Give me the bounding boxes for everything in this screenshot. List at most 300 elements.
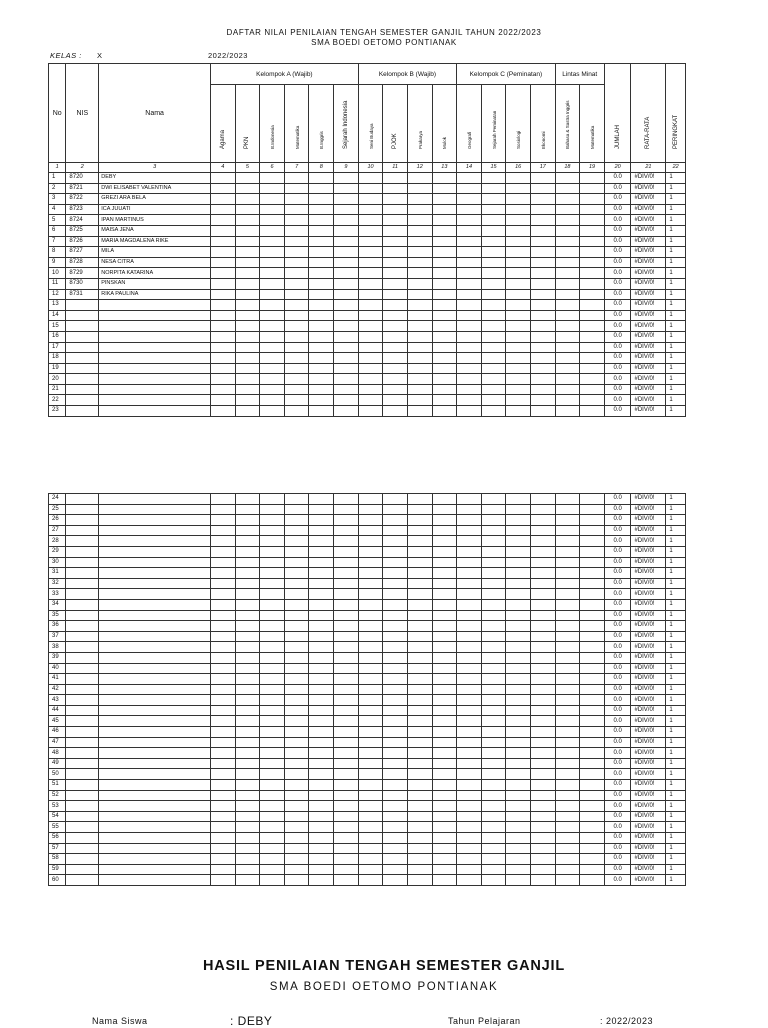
grade-cell[interactable] [506, 811, 531, 822]
grade-cell[interactable] [481, 684, 506, 695]
grade-cell[interactable] [334, 204, 359, 215]
grade-cell[interactable] [211, 374, 236, 385]
grade-cell[interactable] [260, 374, 285, 385]
grade-cell[interactable] [383, 599, 408, 610]
grade-cell[interactable] [407, 374, 432, 385]
grade-cell[interactable] [260, 183, 285, 194]
grade-cell[interactable] [358, 663, 383, 674]
grade-cell[interactable] [358, 875, 383, 886]
grade-cell[interactable] [235, 705, 260, 716]
grade-cell[interactable] [407, 578, 432, 589]
grade-cell[interactable] [358, 631, 383, 642]
grade-cell[interactable] [284, 353, 309, 364]
grade-cell[interactable] [235, 875, 260, 886]
grade-cell[interactable] [235, 790, 260, 801]
grade-cell[interactable] [580, 536, 605, 547]
grade-cell[interactable] [407, 536, 432, 547]
grade-cell[interactable] [383, 621, 408, 632]
grade-cell[interactable] [457, 494, 482, 505]
grade-cell[interactable] [235, 300, 260, 311]
grade-cell[interactable] [506, 546, 531, 557]
grade-cell[interactable] [284, 546, 309, 557]
grade-cell[interactable] [555, 225, 580, 236]
grade-cell[interactable] [260, 822, 285, 833]
grade-cell[interactable] [358, 737, 383, 748]
grade-cell[interactable] [358, 536, 383, 547]
grade-cell[interactable] [481, 631, 506, 642]
grade-cell[interactable] [530, 833, 555, 844]
grade-cell[interactable] [358, 652, 383, 663]
grade-cell[interactable] [383, 578, 408, 589]
grade-cell[interactable] [309, 822, 334, 833]
grade-cell[interactable] [432, 353, 457, 364]
grade-cell[interactable] [481, 504, 506, 515]
grade-cell[interactable] [260, 705, 285, 716]
grade-cell[interactable] [530, 321, 555, 332]
grade-cell[interactable] [457, 833, 482, 844]
grade-cell[interactable] [530, 705, 555, 716]
grade-cell[interactable] [358, 384, 383, 395]
grade-cell[interactable] [506, 353, 531, 364]
grade-cell[interactable] [358, 257, 383, 268]
grade-cell[interactable] [580, 589, 605, 600]
grade-cell[interactable] [457, 568, 482, 579]
grade-cell[interactable] [284, 854, 309, 865]
grade-cell[interactable] [481, 374, 506, 385]
grade-cell[interactable] [260, 406, 285, 417]
grade-cell[interactable] [580, 758, 605, 769]
grade-cell[interactable] [457, 769, 482, 780]
grade-cell[interactable] [383, 278, 408, 289]
grade-cell[interactable] [407, 300, 432, 311]
grade-cell[interactable] [260, 395, 285, 406]
grade-cell[interactable] [506, 769, 531, 780]
grade-cell[interactable] [481, 536, 506, 547]
grade-cell[interactable] [457, 780, 482, 791]
grade-cell[interactable] [358, 780, 383, 791]
grade-cell[interactable] [506, 515, 531, 526]
grade-cell[interactable] [506, 406, 531, 417]
grade-cell[interactable] [383, 737, 408, 748]
grade-cell[interactable] [383, 631, 408, 642]
grade-cell[interactable] [457, 321, 482, 332]
grade-cell[interactable] [555, 652, 580, 663]
grade-cell[interactable] [407, 748, 432, 759]
grade-cell[interactable] [481, 737, 506, 748]
grade-cell[interactable] [530, 278, 555, 289]
grade-cell[interactable] [284, 737, 309, 748]
grade-cell[interactable] [358, 268, 383, 279]
grade-cell[interactable] [407, 268, 432, 279]
grade-cell[interactable] [481, 727, 506, 738]
grade-cell[interactable] [481, 589, 506, 600]
grade-cell[interactable] [555, 737, 580, 748]
grade-cell[interactable] [334, 225, 359, 236]
grade-cell[interactable] [334, 363, 359, 374]
grade-cell[interactable] [211, 875, 236, 886]
grade-cell[interactable] [235, 833, 260, 844]
grade-cell[interactable] [284, 705, 309, 716]
grade-cell[interactable] [580, 811, 605, 822]
grade-cell[interactable] [309, 247, 334, 258]
grade-cell[interactable] [457, 737, 482, 748]
grade-cell[interactable] [580, 289, 605, 300]
grade-cell[interactable] [580, 875, 605, 886]
grade-cell[interactable] [432, 183, 457, 194]
grade-cell[interactable] [580, 557, 605, 568]
grade-cell[interactable] [358, 578, 383, 589]
grade-cell[interactable] [334, 578, 359, 589]
grade-cell[interactable] [358, 525, 383, 536]
grade-cell[interactable] [555, 854, 580, 865]
grade-cell[interactable] [506, 631, 531, 642]
grade-cell[interactable] [580, 621, 605, 632]
grade-cell[interactable] [260, 684, 285, 695]
grade-cell[interactable] [334, 568, 359, 579]
grade-cell[interactable] [555, 695, 580, 706]
grade-cell[interactable] [432, 822, 457, 833]
grade-cell[interactable] [211, 321, 236, 332]
grade-cell[interactable] [334, 300, 359, 311]
grade-cell[interactable] [506, 310, 531, 321]
grade-cell[interactable] [407, 801, 432, 812]
grade-cell[interactable] [334, 737, 359, 748]
grade-cell[interactable] [260, 599, 285, 610]
grade-cell[interactable] [506, 225, 531, 236]
grade-cell[interactable] [383, 589, 408, 600]
grade-cell[interactable] [211, 525, 236, 536]
grade-cell[interactable] [407, 363, 432, 374]
grade-cell[interactable] [580, 173, 605, 184]
grade-cell[interactable] [580, 631, 605, 642]
grade-cell[interactable] [383, 695, 408, 706]
grade-cell[interactable] [334, 621, 359, 632]
grade-cell[interactable] [555, 727, 580, 738]
grade-cell[interactable] [481, 257, 506, 268]
grade-cell[interactable] [334, 342, 359, 353]
grade-cell[interactable] [457, 599, 482, 610]
grade-cell[interactable] [432, 875, 457, 886]
grade-cell[interactable] [530, 247, 555, 258]
grade-cell[interactable] [211, 236, 236, 247]
grade-cell[interactable] [260, 268, 285, 279]
grade-cell[interactable] [457, 257, 482, 268]
grade-cell[interactable] [481, 183, 506, 194]
grade-cell[interactable] [235, 215, 260, 226]
grade-cell[interactable] [358, 300, 383, 311]
grade-cell[interactable] [235, 353, 260, 364]
grade-cell[interactable] [481, 674, 506, 685]
grade-cell[interactable] [383, 515, 408, 526]
grade-cell[interactable] [260, 278, 285, 289]
grade-cell[interactable] [530, 780, 555, 791]
grade-cell[interactable] [358, 353, 383, 364]
grade-cell[interactable] [506, 363, 531, 374]
grade-cell[interactable] [457, 748, 482, 759]
grade-cell[interactable] [383, 331, 408, 342]
grade-cell[interactable] [260, 758, 285, 769]
grade-cell[interactable] [235, 515, 260, 526]
grade-cell[interactable] [383, 684, 408, 695]
grade-cell[interactable] [506, 236, 531, 247]
grade-cell[interactable] [580, 363, 605, 374]
grade-cell[interactable] [457, 801, 482, 812]
grade-cell[interactable] [506, 663, 531, 674]
grade-cell[interactable] [211, 247, 236, 258]
grade-cell[interactable] [432, 536, 457, 547]
grade-cell[interactable] [309, 278, 334, 289]
grade-cell[interactable] [580, 384, 605, 395]
grade-cell[interactable] [481, 578, 506, 589]
grade-cell[interactable] [580, 705, 605, 716]
grade-cell[interactable] [555, 758, 580, 769]
grade-cell[interactable] [506, 716, 531, 727]
grade-cell[interactable] [235, 663, 260, 674]
grade-cell[interactable] [432, 406, 457, 417]
grade-cell[interactable] [309, 875, 334, 886]
grade-cell[interactable] [284, 780, 309, 791]
grade-cell[interactable] [457, 843, 482, 854]
grade-cell[interactable] [407, 875, 432, 886]
grade-cell[interactable] [334, 374, 359, 385]
grade-cell[interactable] [284, 727, 309, 738]
grade-cell[interactable] [481, 822, 506, 833]
grade-cell[interactable] [211, 342, 236, 353]
grade-cell[interactable] [211, 395, 236, 406]
grade-cell[interactable] [580, 183, 605, 194]
grade-cell[interactable] [506, 215, 531, 226]
grade-cell[interactable] [334, 384, 359, 395]
grade-cell[interactable] [407, 769, 432, 780]
grade-cell[interactable] [284, 331, 309, 342]
grade-cell[interactable] [432, 833, 457, 844]
grade-cell[interactable] [506, 748, 531, 759]
grade-cell[interactable] [555, 183, 580, 194]
grade-cell[interactable] [358, 310, 383, 321]
grade-cell[interactable] [358, 716, 383, 727]
grade-cell[interactable] [260, 663, 285, 674]
grade-cell[interactable] [211, 727, 236, 738]
grade-cell[interactable] [506, 300, 531, 311]
grade-cell[interactable] [481, 811, 506, 822]
grade-cell[interactable] [555, 321, 580, 332]
grade-cell[interactable] [457, 642, 482, 653]
grade-cell[interactable] [383, 875, 408, 886]
grade-cell[interactable] [555, 204, 580, 215]
grade-cell[interactable] [457, 278, 482, 289]
grade-cell[interactable] [481, 748, 506, 759]
grade-cell[interactable] [383, 769, 408, 780]
grade-cell[interactable] [260, 384, 285, 395]
grade-cell[interactable] [481, 268, 506, 279]
grade-cell[interactable] [407, 494, 432, 505]
grade-cell[interactable] [235, 278, 260, 289]
grade-cell[interactable] [530, 236, 555, 247]
grade-cell[interactable] [211, 589, 236, 600]
grade-cell[interactable] [555, 257, 580, 268]
grade-cell[interactable] [383, 215, 408, 226]
grade-cell[interactable] [506, 621, 531, 632]
grade-cell[interactable] [580, 225, 605, 236]
grade-cell[interactable] [334, 173, 359, 184]
grade-cell[interactable] [358, 194, 383, 205]
grade-cell[interactable] [309, 674, 334, 685]
grade-cell[interactable] [358, 684, 383, 695]
grade-cell[interactable] [555, 515, 580, 526]
grade-cell[interactable] [260, 748, 285, 759]
grade-cell[interactable] [530, 610, 555, 621]
grade-cell[interactable] [432, 621, 457, 632]
grade-cell[interactable] [407, 225, 432, 236]
grade-cell[interactable] [481, 652, 506, 663]
grade-cell[interactable] [530, 748, 555, 759]
grade-cell[interactable] [432, 494, 457, 505]
grade-cell[interactable] [358, 374, 383, 385]
grade-cell[interactable] [260, 652, 285, 663]
grade-cell[interactable] [284, 363, 309, 374]
grade-cell[interactable] [432, 663, 457, 674]
grade-cell[interactable] [555, 578, 580, 589]
grade-cell[interactable] [432, 395, 457, 406]
grade-cell[interactable] [530, 310, 555, 321]
grade-cell[interactable] [309, 204, 334, 215]
grade-cell[interactable] [580, 353, 605, 364]
grade-cell[interactable] [481, 225, 506, 236]
grade-cell[interactable] [506, 342, 531, 353]
grade-cell[interactable] [235, 843, 260, 854]
grade-cell[interactable] [211, 642, 236, 653]
grade-cell[interactable] [481, 695, 506, 706]
grade-cell[interactable] [555, 599, 580, 610]
grade-cell[interactable] [383, 268, 408, 279]
grade-cell[interactable] [235, 748, 260, 759]
grade-cell[interactable] [506, 504, 531, 515]
grade-cell[interactable] [309, 621, 334, 632]
grade-cell[interactable] [309, 173, 334, 184]
grade-cell[interactable] [334, 875, 359, 886]
grade-cell[interactable] [383, 727, 408, 738]
grade-cell[interactable] [284, 652, 309, 663]
grade-cell[interactable] [432, 204, 457, 215]
grade-cell[interactable] [309, 504, 334, 515]
grade-cell[interactable] [506, 599, 531, 610]
grade-cell[interactable] [260, 546, 285, 557]
grade-cell[interactable] [580, 204, 605, 215]
grade-cell[interactable] [235, 811, 260, 822]
grade-cell[interactable] [284, 300, 309, 311]
grade-cell[interactable] [334, 822, 359, 833]
grade-cell[interactable] [530, 621, 555, 632]
grade-cell[interactable] [235, 247, 260, 258]
grade-cell[interactable] [235, 568, 260, 579]
grade-cell[interactable] [383, 342, 408, 353]
grade-cell[interactable] [555, 568, 580, 579]
grade-cell[interactable] [211, 504, 236, 515]
grade-cell[interactable] [481, 705, 506, 716]
grade-cell[interactable] [580, 833, 605, 844]
grade-cell[interactable] [506, 194, 531, 205]
grade-cell[interactable] [530, 536, 555, 547]
grade-cell[interactable] [383, 557, 408, 568]
grade-cell[interactable] [334, 504, 359, 515]
grade-cell[interactable] [235, 331, 260, 342]
grade-cell[interactable] [432, 780, 457, 791]
grade-cell[interactable] [309, 342, 334, 353]
grade-cell[interactable] [407, 321, 432, 332]
grade-cell[interactable] [432, 236, 457, 247]
grade-cell[interactable] [457, 536, 482, 547]
grade-cell[interactable] [211, 546, 236, 557]
grade-cell[interactable] [457, 578, 482, 589]
grade-cell[interactable] [407, 247, 432, 258]
grade-cell[interactable] [432, 515, 457, 526]
grade-cell[interactable] [555, 790, 580, 801]
grade-cell[interactable] [530, 589, 555, 600]
grade-cell[interactable] [334, 663, 359, 674]
grade-cell[interactable] [481, 204, 506, 215]
grade-cell[interactable] [284, 589, 309, 600]
grade-cell[interactable] [260, 780, 285, 791]
grade-cell[interactable] [260, 642, 285, 653]
grade-cell[interactable] [432, 769, 457, 780]
grade-cell[interactable] [334, 716, 359, 727]
grade-cell[interactable] [432, 194, 457, 205]
grade-cell[interactable] [506, 278, 531, 289]
grade-cell[interactable] [457, 504, 482, 515]
grade-cell[interactable] [260, 631, 285, 642]
grade-cell[interactable] [580, 278, 605, 289]
grade-cell[interactable] [309, 331, 334, 342]
grade-cell[interactable] [284, 525, 309, 536]
grade-cell[interactable] [235, 546, 260, 557]
grade-cell[interactable] [407, 684, 432, 695]
grade-cell[interactable] [481, 321, 506, 332]
grade-cell[interactable] [407, 854, 432, 865]
grade-cell[interactable] [457, 183, 482, 194]
grade-cell[interactable] [334, 395, 359, 406]
grade-cell[interactable] [506, 780, 531, 791]
grade-cell[interactable] [555, 247, 580, 258]
grade-cell[interactable] [580, 578, 605, 589]
grade-cell[interactable] [481, 716, 506, 727]
grade-cell[interactable] [457, 300, 482, 311]
grade-cell[interactable] [309, 610, 334, 621]
grade-cell[interactable] [235, 674, 260, 685]
grade-cell[interactable] [284, 801, 309, 812]
grade-cell[interactable] [284, 268, 309, 279]
grade-cell[interactable] [211, 568, 236, 579]
grade-cell[interactable] [506, 374, 531, 385]
grade-cell[interactable] [358, 833, 383, 844]
grade-cell[interactable] [530, 557, 555, 568]
grade-cell[interactable] [235, 363, 260, 374]
grade-cell[interactable] [407, 716, 432, 727]
grade-cell[interactable] [235, 801, 260, 812]
grade-cell[interactable] [555, 875, 580, 886]
grade-cell[interactable] [432, 737, 457, 748]
grade-cell[interactable] [457, 515, 482, 526]
grade-cell[interactable] [580, 801, 605, 812]
grade-cell[interactable] [284, 536, 309, 547]
grade-cell[interactable] [580, 321, 605, 332]
grade-cell[interactable] [580, 395, 605, 406]
grade-cell[interactable] [506, 695, 531, 706]
grade-cell[interactable] [235, 854, 260, 865]
grade-cell[interactable] [457, 822, 482, 833]
grade-cell[interactable] [260, 833, 285, 844]
grade-cell[interactable] [432, 300, 457, 311]
grade-cell[interactable] [284, 822, 309, 833]
